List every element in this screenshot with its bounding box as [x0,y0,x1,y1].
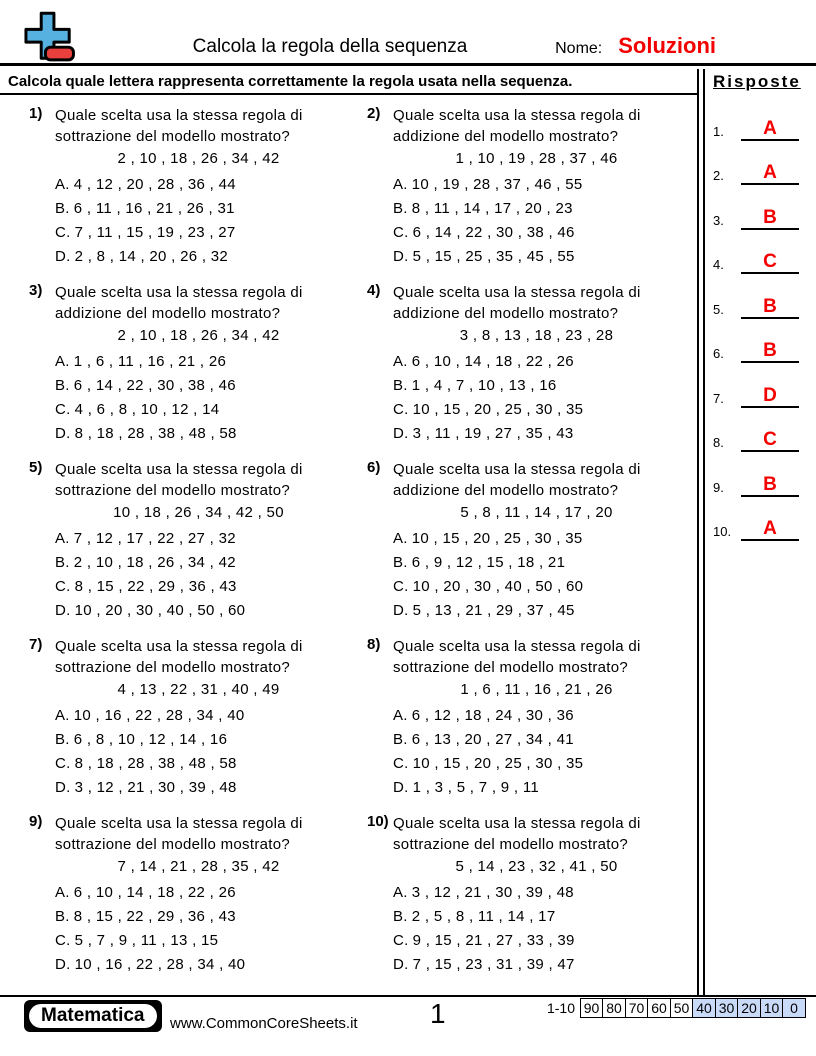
question-prompt-line: Quale scelta usa la stessa regola di [55,284,303,301]
question-prompt-line: sottrazione del modello mostrato? [55,482,291,499]
question-options [55,881,360,977]
answer-blank [741,385,799,408]
answer-blank [741,162,799,185]
answer-blank [741,474,799,497]
page-number: 1 [430,998,446,1029]
option-letter: D. [393,425,409,442]
score-cell: 40 [692,998,716,1018]
score-cell: 20 [737,998,761,1018]
question-prompt-line: addizione del modello mostrato? [393,305,619,322]
answer-number: 2. [713,168,724,183]
option-letter: A. [55,176,70,193]
plus-minus-logo-icon [20,10,76,69]
answer-option [393,221,698,245]
answer-row [713,319,810,364]
question-prompt-line: Quale scelta usa la stessa regola di [393,638,641,655]
answer-option [393,374,698,398]
question-body [55,813,360,990]
option-values: 10 , 20 , 30 , 40 , 50 , 60 [74,602,246,619]
option-letter: A. [393,176,408,193]
answer-blank [741,518,799,541]
option-values: 1 , 4 , 7 , 10 , 13 , 16 [411,377,557,394]
answer-option [393,245,698,269]
question-prompt-line: Quale scelta usa la stessa regola di [55,107,303,124]
question-sequence: 4 , 13 , 22 , 31 , 40 , 49 [117,681,280,698]
answer-option [393,599,698,623]
answer-letter: B [763,295,777,317]
question-prompt-line: sottrazione del modello mostrato? [393,659,629,676]
option-letter: C. [55,578,71,595]
question-body [55,282,360,459]
question-body [393,636,698,813]
answer-blank [741,296,799,319]
question-options [393,704,698,800]
option-values: 3 , 11 , 19 , 27 , 35 , 43 [412,425,574,442]
instruction-text: Calcola quale lettera rappresenta correttamente la regola usata nella sequenza. [0,69,697,95]
answers-heading: Risposte [713,72,801,91]
question-prompt-line: Quale scelta usa la stessa regola di [393,284,641,301]
question-prompt-line: Quale scelta usa la stessa regola di [55,638,303,655]
website-url: www.CommonCoreSheets.it [170,1015,358,1032]
answer-option [393,575,698,599]
answer-row [713,363,810,408]
question-block [22,105,360,282]
option-letter: C. [55,755,71,772]
option-values: 6 , 14 , 22 , 30 , 38 , 46 [73,377,236,394]
answer-option [55,881,360,905]
body [0,69,816,995]
question-prompt-line: addizione del modello mostrato? [55,305,281,322]
answer-option [393,776,698,800]
option-letter: D. [55,425,71,442]
answer-option [393,422,698,446]
answer-option [55,350,360,374]
option-values: 2 , 8 , 14 , 20 , 26 , 32 [74,248,229,265]
question-number: 7) [29,636,43,653]
score-strip [547,998,806,1018]
subject-badge [24,1000,162,1032]
answer-letter: B [763,340,777,361]
option-values: 6 , 10 , 14 , 18 , 22 , 26 [73,884,236,901]
option-values: 5 , 7 , 9 , 11 , 13 , 15 [74,932,219,949]
answer-option [55,929,360,953]
answer-option [55,728,360,752]
answer-option [55,221,360,245]
question-options [393,527,698,623]
question-block [360,459,698,636]
option-values: 4 , 12 , 20 , 28 , 36 , 44 [73,176,236,193]
question-sequence: 1 , 10 , 19 , 28 , 37 , 46 [455,150,618,167]
option-values: 6 , 14 , 22 , 30 , 38 , 46 [412,224,575,241]
answer-number: 8. [713,435,724,450]
answer-option [393,197,698,221]
option-letter: C. [393,932,409,949]
answer-option [393,728,698,752]
option-values: 8 , 18 , 28 , 38 , 48 , 58 [74,755,237,772]
option-values: 6 , 8 , 10 , 12 , 14 , 16 [73,731,228,748]
question-prompt-line: addizione del modello mostrato? [393,482,619,499]
option-letter: C. [55,932,71,949]
option-values: 10 , 16 , 22 , 28 , 34 , 40 [74,956,246,973]
answer-option [55,173,360,197]
answer-row [713,96,810,141]
answer-number: 1. [713,123,724,139]
option-letter: A. [55,530,70,547]
question-number: 2) [367,105,381,122]
answer-option [55,752,360,776]
question-options [393,881,698,977]
question-number: 4) [367,282,381,299]
answer-number: 4. [713,257,724,272]
question-sequence: 5 , 14 , 23 , 32 , 41 , 50 [455,858,618,875]
answer-blank [741,251,799,274]
score-cell: 50 [670,998,694,1018]
question-number: 8) [367,636,381,653]
option-letter: B. [393,554,408,571]
main-column [0,69,697,995]
answer-option [55,776,360,800]
score-cell: 70 [625,998,649,1018]
option-values: 6 , 11 , 16 , 21 , 26 , 31 [73,200,235,217]
answer-option [55,953,360,977]
option-values: 10 , 20 , 30 , 40 , 50 , 60 [412,578,584,595]
score-cell: 90 [580,998,604,1018]
option-letter: B. [55,200,70,217]
question-number: 10) [367,813,389,830]
option-values: 3 , 12 , 21 , 30 , 39 , 48 [411,884,574,901]
answer-row [713,408,810,453]
question-sequence: 1 , 6 , 11 , 16 , 21 , 26 [460,681,613,698]
option-values: 2 , 5 , 8 , 11 , 14 , 17 [411,908,556,925]
option-letter: B. [55,731,70,748]
answer-option [55,245,360,269]
score-strip-label: 1-10 [546,1000,575,1016]
question-options [55,527,360,623]
question-block [360,813,698,990]
answer-blank [741,207,799,230]
option-values: 10 , 19 , 28 , 37 , 46 , 55 [411,176,583,193]
answer-row [713,452,810,497]
option-letter: A. [55,707,70,724]
question-number: 3) [29,282,43,299]
question-sequence: 10 , 18 , 26 , 34 , 42 , 50 [113,504,284,521]
option-values: 10 , 16 , 22 , 28 , 34 , 40 [73,707,245,724]
option-letter: C. [393,224,409,241]
option-values: 4 , 6 , 8 , 10 , 12 , 14 [74,401,220,418]
answer-option [55,374,360,398]
option-values: 6 , 12 , 18 , 24 , 30 , 36 [411,707,574,724]
score-cell: 10 [760,998,784,1018]
option-letter: A. [393,353,408,370]
option-letter: D. [393,602,409,619]
question-number: 6) [367,459,381,476]
answer-option [393,350,698,374]
question-prompt-line: sottrazione del modello mostrato? [393,836,629,853]
option-letter: A. [55,353,70,370]
question-block [22,282,360,459]
answer-option [55,905,360,929]
answer-row [713,141,810,186]
option-letter: B. [55,377,70,394]
answer-letter: C [763,429,777,450]
score-cells [581,998,806,1018]
option-values: 7 , 11 , 15 , 19 , 23 , 27 [74,224,236,241]
answer-number: 9. [713,479,724,495]
answer-option [55,575,360,599]
option-values: 5 , 13 , 21 , 29 , 37 , 45 [412,602,575,619]
question-prompt-line: sottrazione del modello mostrato? [55,659,291,676]
answer-option [393,905,698,929]
option-letter: B. [55,908,70,925]
footer [0,995,816,1056]
score-cell: 0 [782,998,806,1018]
answer-option [55,398,360,422]
option-values: 1 , 6 , 11 , 16 , 21 , 26 [73,353,227,370]
question-block [360,282,698,459]
answers-panel [705,69,816,995]
answer-letter: B [763,473,777,495]
option-letter: C. [55,224,71,241]
question-body [55,459,360,636]
option-letter: C. [393,401,409,418]
answer-row [713,230,810,275]
option-letter: D. [393,248,409,265]
option-values: 6 , 9 , 12 , 15 , 18 , 21 [411,554,566,571]
option-letter: D. [55,248,71,265]
question-prompt-line: Quale scelta usa la stessa regola di [393,461,641,478]
question-block [360,636,698,813]
answer-option [393,929,698,953]
question-options [55,350,360,446]
option-letter: D. [55,602,71,619]
question-prompt-line: sottrazione del modello mostrato? [55,836,291,853]
answer-option [55,599,360,623]
answer-letter: B [763,206,777,228]
answer-option [55,527,360,551]
option-values: 7 , 15 , 23 , 31 , 39 , 47 [412,956,575,973]
question-body [55,105,360,282]
option-values: 8 , 15 , 22 , 29 , 36 , 43 [74,578,237,595]
option-values: 10 , 15 , 20 , 25 , 30 , 35 [412,755,584,772]
option-letter: B. [393,377,408,394]
answer-number: 10. [713,524,732,539]
answer-letter: C [763,251,777,272]
option-letter: D. [393,956,409,973]
answer-option [55,704,360,728]
question-options [55,173,360,269]
question-number: 1) [29,105,43,122]
question-prompt-line: Quale scelta usa la stessa regola di [55,815,303,832]
option-letter: D. [393,779,409,796]
option-letter: D. [55,779,71,796]
answer-blank [741,340,799,363]
option-values: 8 , 15 , 22 , 29 , 36 , 43 [73,908,236,925]
answer-number: 3. [713,212,724,228]
option-values: 8 , 11 , 14 , 17 , 20 , 23 [411,200,573,217]
answer-option [393,173,698,197]
answer-option [393,752,698,776]
question-prompt-line: addizione del modello mostrato? [393,128,619,145]
question-options [55,704,360,800]
answer-blank [741,118,799,141]
question-number: 9) [29,813,43,830]
answer-option [393,704,698,728]
question-body [55,636,360,813]
score-cell: 80 [602,998,626,1018]
question-body [393,282,698,459]
option-values: 8 , 18 , 28 , 38 , 48 , 58 [74,425,237,442]
question-sequence: 2 , 10 , 18 , 26 , 34 , 42 [117,150,280,167]
question-sequence: 3 , 8 , 13 , 18 , 23 , 28 [459,327,614,344]
option-values: 5 , 15 , 25 , 35 , 45 , 55 [412,248,575,265]
option-values: 6 , 13 , 20 , 27 , 34 , 41 [411,731,574,748]
answer-option [55,422,360,446]
question-prompt-line: Quale scelta usa la stessa regola di [393,815,641,832]
question-body [393,813,698,990]
question-block [360,105,698,282]
option-letter: A. [393,884,408,901]
question-sequence: 2 , 10 , 18 , 26 , 34 , 42 [117,327,280,344]
option-values: 3 , 12 , 21 , 30 , 39 , 48 [74,779,237,796]
question-number: 5) [29,459,43,476]
option-values: 6 , 10 , 14 , 18 , 22 , 26 [411,353,574,370]
option-letter: D. [55,956,71,973]
score-cell: 30 [715,998,739,1018]
answer-number: 7. [713,390,724,406]
answer-option [55,551,360,575]
option-values: 9 , 15 , 21 , 27 , 33 , 39 [412,932,575,949]
name-block [555,33,716,59]
column-divider [697,69,705,995]
option-values: 7 , 12 , 17 , 22 , 27 , 32 [73,530,236,547]
answer-option [393,881,698,905]
answer-blank [741,429,799,452]
question-block [22,459,360,636]
option-letter: A. [393,530,408,547]
answers-list [713,96,810,541]
option-values: 2 , 10 , 18 , 26 , 34 , 42 [73,554,236,571]
answer-option [393,953,698,977]
name-value: Soluzioni [618,33,716,58]
question-prompt-line: sottrazione del modello mostrato? [55,128,291,145]
question-body [393,105,698,282]
question-prompt-line: Quale scelta usa la stessa regola di [55,461,303,478]
option-values: 10 , 15 , 20 , 25 , 30 , 35 [412,401,584,418]
question-block [22,813,360,990]
question-options [393,350,698,446]
question-sequence: 7 , 14 , 21 , 28 , 35 , 42 [117,858,280,875]
option-letter: C. [55,401,71,418]
option-values: 1 , 3 , 5 , 7 , 9 , 11 [412,779,540,796]
question-sequence: 5 , 8 , 11 , 14 , 17 , 20 [460,504,613,521]
answer-letter: A [763,117,777,139]
option-letter: B. [393,908,408,925]
answer-option [55,197,360,221]
option-letter: A. [55,884,70,901]
answer-letter: A [763,518,777,539]
option-letter: B. [393,200,408,217]
answer-row [713,274,810,319]
answer-option [393,527,698,551]
answer-option [393,398,698,422]
answer-number: 6. [713,346,724,361]
question-prompt-line: Quale scelta usa la stessa regola di [393,107,641,124]
score-cell: 60 [647,998,671,1018]
answer-letter: D [763,384,777,406]
option-letter: C. [393,755,409,772]
option-values: 10 , 15 , 20 , 25 , 30 , 35 [411,530,583,547]
answer-row [713,497,810,542]
option-letter: C. [393,578,409,595]
questions-grid [0,95,697,995]
answer-row [713,185,810,230]
option-letter: B. [393,731,408,748]
name-label: Nome: [555,40,603,57]
header [0,0,816,66]
answer-letter: A [763,162,777,183]
question-options [393,173,698,269]
option-letter: B. [55,554,70,571]
question-body [393,459,698,636]
subject-badge-label: Matematica [29,1004,157,1028]
page-title: Calcola la regola della sequenza [192,36,468,57]
answer-number: 5. [713,301,724,317]
answer-option [393,551,698,575]
question-block [22,636,360,813]
option-letter: A. [393,707,408,724]
